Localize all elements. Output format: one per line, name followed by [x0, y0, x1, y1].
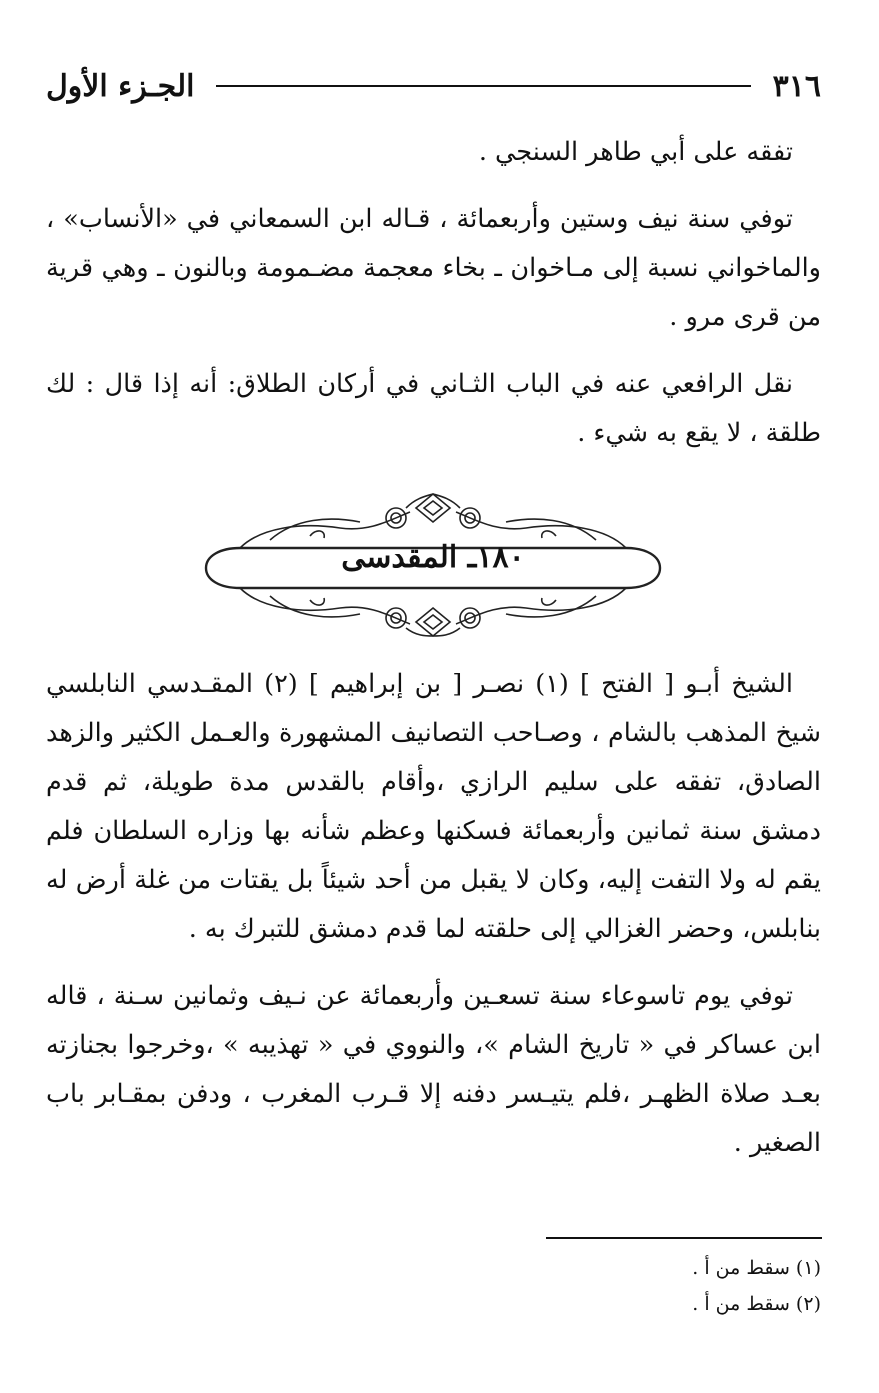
part-title: الجـزء الأول [46, 68, 195, 104]
footnotes [692, 1250, 821, 1322]
page-number: ٣١٦ [772, 68, 821, 104]
paragraph: الشيخ أبـو [ الفتح ] (١) نصـر [ بن إبراهيم ] (٢) المقـدسي النابلسي شيخ المذهب بالشام ، وصـاحب التصانيف المشهورة والعـمل الكثير والزهد الصادق، تفقه على سليم الرازي ،وأقام بالقدس مدة طويلة، ثم قدم دمشق سنة ثمانين وأربعمائة فسكنها وعظم شأنه بها وزاره السلطان فلم يقم له ولا التفت إليه، وكان لا يقبل من أحد شيئاً بل يقتات من غلة أرض له بنابلس، وحضر الغزالي إلى حلقته لما قدم دمشق للتبرك به . [46, 669, 821, 944]
paragraph: تفقه على أبي طاهر السنجي . [478, 137, 793, 167]
paragraph: توفي سنة نيف وستين وأربعمائة ، قـاله ابن السمعاني في «الأنساب» ، والماخواني نسبة إلى مـاخوان ـ بخاء معجمة مضـمومة وبالنون ـ وهي قرية من قرى مرو . [46, 204, 821, 332]
paragraph: نقل الرافعي عنه في الباب الثـاني في أركان الطلاق: أنه إذا قال : لك طلقة ، لا يقع به شيء . [46, 369, 821, 448]
section-2-body [46, 660, 821, 1186]
footnote: (١) سقط من أ . [692, 1257, 821, 1279]
page-header [46, 66, 821, 106]
footnote-rule [546, 1237, 822, 1239]
section-1-body [46, 128, 821, 476]
header-rule [216, 85, 750, 87]
paragraph: توفي يوم تاسوعاء سنة تسعـين وأربعمائة عن نـيف وثمانين سـنة ، قاله ابن عساكر في « تاريخ الشام »، والنووي في « تهذيبه » ،وخرجوا بجنازته بعـد صلاة الظهـر ،فلم يتيـسر دفنه إلا قـرب المغرب ، ودفن بمقـابر باب الصغير . [46, 981, 821, 1158]
footnote: (٢) سقط من أ . [692, 1293, 821, 1315]
entry-title: ١٨٠ـ المقدسى [341, 540, 525, 575]
entry-title-banner [200, 488, 666, 638]
